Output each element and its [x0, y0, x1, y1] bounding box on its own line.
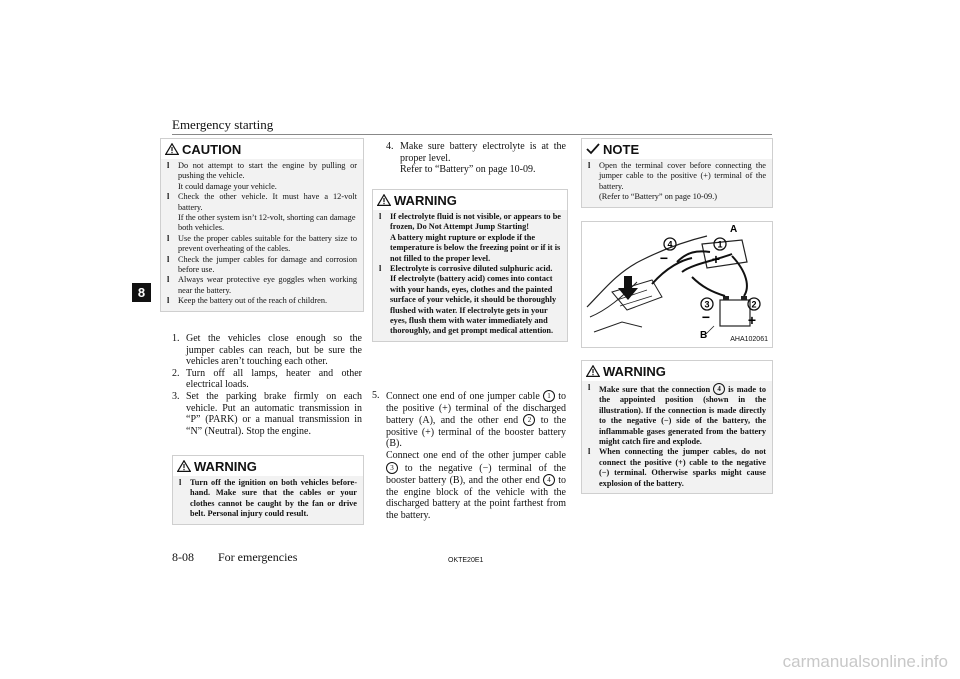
warning-list: [173, 476, 363, 524]
page-number: 8-08: [172, 550, 194, 564]
jump-start-illustration: [581, 221, 773, 348]
step-5: 5. Connect one end of one jumper cable 1 to the positive (+) terminal of the discharged battery (A), and the other end 2 to the positive (+) terminal of the booster battery (B). Connect one end of the other jumper cable 3 to the negative (−) terminal of the booster battery (B), and the other end 4 to the engine block of the vehicle with the discharged battery at the point farthest from the battery.: [372, 390, 567, 521]
warning-triangle-icon: [177, 460, 191, 472]
document-code: OKTE20E1: [448, 557, 484, 564]
label-b: B: [700, 330, 708, 341]
step-1: 1. Get the vehicles close enough so the jumper cables can reach, but be sure the vehicles aren’t touching each other.: [172, 333, 362, 368]
warning-title: WARNING: [603, 363, 666, 379]
plus-sign: +: [711, 251, 721, 267]
warning-triangle-icon: [377, 194, 391, 206]
minus-sign: −: [659, 250, 669, 266]
warning-header: [173, 456, 363, 476]
section-title: Emergency starting: [172, 117, 274, 132]
page-footer: [172, 550, 297, 565]
warning-box-1: [172, 455, 364, 525]
warning-triangle-icon: [165, 143, 179, 155]
warning-list: [582, 381, 772, 493]
label-a: A: [730, 224, 738, 235]
callout-3: 3: [386, 462, 398, 474]
caution-item: l Keep the battery out of the reach of children.: [167, 296, 357, 306]
header-divider: [172, 134, 772, 135]
note-list: [582, 159, 772, 207]
caution-box: [160, 138, 364, 312]
caution-item: l Do not attempt to start the engine by pulling or pushing the vehicle. It could damage your vehicle.: [167, 161, 357, 192]
caution-item: l Check the other vehicle. It must have a 12-volt battery. If the other system isn’t 12-volt, shorting can damage both vehicles.: [167, 192, 357, 234]
warning-title: WARNING: [194, 458, 257, 474]
warning-box-2: [372, 189, 568, 342]
chapter-tab: 8: [132, 283, 151, 302]
warning-item: l Make sure that the connection 4 is made to the appointed position (shown in the illustration). If the connection is made directly to the negative (−) side of the battery, the inflammable gases generated from the battery might catch fire and explode.: [588, 383, 766, 447]
footer-section: For emergencies: [218, 550, 298, 564]
caution-item: l Use the proper cables suitable for the battery size to prevent overheating of the cables.: [167, 234, 357, 255]
steps-1-3: [172, 333, 362, 437]
callout-1: 1: [543, 390, 555, 402]
warning-item: l Electrolyte is corrosive diluted sulphuric acid. If electrolyte (battery acid) comes into contact with your hands, eyes, clothes and the painted surface of your vehicle, it should be thoroughly flushed with water. If electrolyte gets in your eyes, flush them with water immediately and thoroughly, and get prompt medical attention.: [379, 264, 561, 337]
illustration-code: AHA102061: [730, 336, 768, 343]
warning-item: l Turn off the ignition on both vehicles before-hand. Make sure that the cables or your clothes cannot be caught by the fan or drive belt. Personal injury could result.: [179, 478, 357, 520]
label-4: 4: [667, 239, 673, 250]
label-3: 3: [704, 299, 710, 310]
note-item: l Open the terminal cover before connecting the jumper cable to the positive (+) terminal of the battery. (Refer to “Battery” on page 10-09.): [588, 161, 766, 203]
caution-item: l Check the jumper cables for damage and corrosion before use.: [167, 255, 357, 276]
warning-item: l When connecting the jumper cables, do not connect the positive (+) cable to the negative (−) terminal. Otherwise sparks might cause explosion of the battery.: [588, 447, 766, 489]
step-4-reference: Refer to “Battery” on page 10-09.: [400, 164, 536, 176]
warning-item: l If electrolyte fluid is not visible, or appears to be frozen, Do Not Attempt Jump Starting! A battery might rupture or explode if the temperature is below the freezing point or if it is not filled to the proper level.: [379, 212, 561, 264]
label-2: 2: [751, 299, 757, 310]
note-header: [582, 139, 772, 159]
watermark: carmanualsonline.info: [782, 652, 948, 671]
battery-connection-diagram: [582, 222, 772, 347]
note-box: [581, 138, 773, 208]
callout-4: 4: [543, 474, 555, 486]
warning-triangle-icon: [586, 365, 600, 377]
step-2: 2. Turn off all lamps, heater and other electrical loads.: [172, 367, 362, 391]
step-5-paragraph-1: Connect one end of one jumper cable 1 to the positive (+) terminal of the discharged battery (A), and the other end 2 to the positive (+) terminal of the booster battery (B).: [386, 391, 567, 450]
caution-item: l Always wear protective eye goggles when working near the battery.: [167, 275, 357, 296]
caution-title: CAUTION: [182, 141, 242, 157]
minus-sign: −: [701, 309, 711, 325]
step-3: 3. Set the parking brake firmly on each vehicle. Put an automatic transmission in “P” (PARK) or a manual transmission in “N” (Neutral). Stop the engine.: [172, 390, 362, 437]
plus-sign: +: [747, 312, 757, 328]
note-title: NOTE: [603, 141, 640, 157]
warning-header: [373, 190, 567, 210]
label-1: 1: [717, 239, 723, 250]
warning-box-3: [581, 360, 773, 494]
warning-header: [582, 361, 772, 381]
step-4-text: Make sure battery electrolyte is at the proper level.: [400, 141, 566, 164]
caution-header: [161, 139, 363, 159]
check-note-icon: [586, 143, 600, 155]
caution-list: [161, 159, 363, 311]
warning-title: WARNING: [394, 192, 457, 208]
warning-list: [373, 210, 567, 341]
callout-2: 2: [523, 414, 535, 426]
callout-4: 4: [713, 383, 725, 395]
step-5-paragraph-2: Connect one end of the other jumper cable 3 to the negative (−) terminal of the booster battery (B), and the other end 4 to the engine block of the vehicle with the discharged battery at the point farthest from the battery.: [386, 449, 567, 521]
step-4: 4. Make sure battery electrolyte is at the proper level. Refer to “Battery” on page 10-09.: [386, 141, 566, 176]
